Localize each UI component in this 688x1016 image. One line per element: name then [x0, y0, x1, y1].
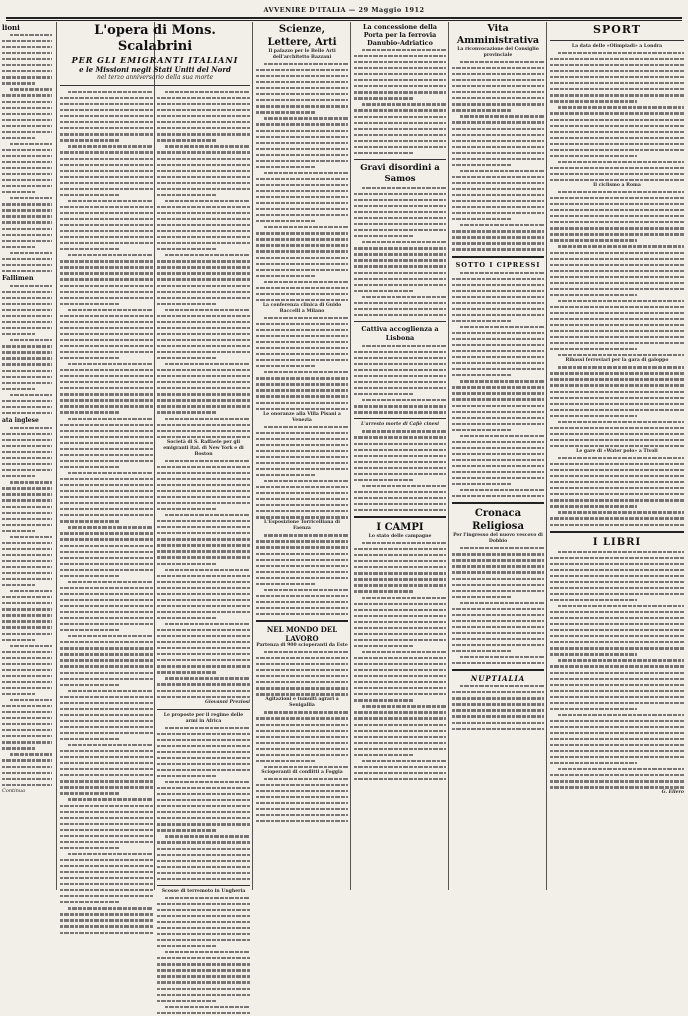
col4-text-b: [354, 185, 446, 318]
text-line: [452, 493, 544, 499]
col4-heading-arrest: L'arresto morte di Cafiè cinesi: [361, 422, 439, 428]
col3-heading-foggia: Scioperanti di conflitti a Foggia: [261, 769, 343, 775]
text-line: [2, 410, 52, 416]
col3-heading-work: NEL MONDO DEL LAVORO: [266, 625, 338, 644]
column-separator: [448, 22, 449, 890]
col3-heading-strike: Partenza di 900 scioperanti da Este: [256, 643, 348, 649]
column-4: [354, 23, 446, 890]
text-line: [354, 150, 446, 156]
article-subtitle-3: nel terzo anniversario della sua morte: [96, 74, 214, 81]
column-1: [60, 23, 250, 894]
col4-heading-cattiva: Cattiva accoglienza a Lisbona: [361, 324, 439, 342]
header-rule-thin: [6, 20, 682, 21]
column-3: [256, 23, 348, 890]
text-line: [256, 691, 348, 697]
col3-heading-conference: La conferenza clinica di Guido Baccelli a Milano: [262, 302, 342, 314]
col6-heading-water: Le gare di «Water polo» a Tivoli: [576, 449, 658, 454]
col5-text-a: [452, 59, 544, 253]
col4-text-a: [354, 47, 446, 156]
col5-text-b: [452, 270, 544, 500]
text-line: [157, 1010, 250, 1016]
col4-text-c: [354, 343, 446, 416]
text-line: [452, 246, 544, 252]
col0-text-b: [2, 283, 52, 416]
article-subtitle-1: PER GLI EMIGRANTI ITALIANI: [71, 55, 239, 65]
col0-heading-c: ata inglese: [2, 416, 39, 424]
col6-text-e: [550, 549, 684, 791]
col3-subtitle: Il palazzo per le Belle Arti dell'architetto Bazzani: [268, 49, 336, 60]
text-line: [550, 522, 684, 528]
article-title-porta: La concessione della Porta per la ferrovia Danubio-Adriatico: [363, 23, 437, 47]
col5-subtitle: La riconvocazione del Consiglio provinciale: [457, 47, 539, 58]
col5-subtitle-cronaca: Per l'ingresso del nuovo vescovo di Dobbio: [453, 533, 543, 545]
col1-text-right: [157, 89, 250, 440]
col3-text-a: [256, 61, 348, 303]
text-line: [452, 660, 544, 666]
running-header: [6, 4, 682, 16]
text-line: [550, 443, 684, 449]
text-line: [452, 726, 544, 732]
col3-text-c: [256, 424, 348, 521]
text-line: [550, 784, 684, 790]
col6-heading-olimpiadi: La data delle «Olimpiadi» a Londra: [571, 44, 663, 49]
column-separator: [546, 22, 547, 890]
col0-text-a: [2, 32, 52, 274]
text-line: [354, 507, 446, 513]
text-line: [2, 782, 52, 788]
column-separator: [350, 22, 351, 890]
text-line: [256, 764, 348, 770]
article-title-scalabrini: L'opera di Mons. Scalabrini: [94, 23, 216, 54]
text-line: [550, 177, 684, 183]
col1-text-left: [60, 89, 153, 1016]
article-title-vita: Vita Amministrativa: [456, 23, 540, 46]
column-separator: [56, 22, 57, 890]
col5-heading-cronaca: Cronaca Religiosa: [472, 508, 524, 533]
column-6: [550, 23, 684, 890]
header-center: AVVENIRE D'ITALIA — 29 Maggio 1912: [263, 6, 425, 14]
col2-heading-quake: Scosse di terremoto in Ungheria: [161, 888, 246, 894]
text-line: [256, 297, 348, 303]
col6-heading-libri: I LIBRI: [592, 536, 642, 548]
col0-footer: Continua: [2, 787, 26, 794]
text-line: [157, 434, 250, 440]
col6-signature: G. Ellero: [661, 790, 684, 796]
col3-text-g: [256, 776, 348, 824]
col6-heading-ferrovia: Ribassi ferroviari per la gara di galoppo: [565, 358, 669, 364]
col6-heading-ciclismo: Il ciclismo a Roma: [593, 183, 641, 189]
article-title-scienze: Scienze, Lettere, Arti: [267, 24, 337, 48]
text-line: [2, 268, 52, 274]
col0-heading-b: Fallimen: [2, 273, 34, 282]
text-line: [256, 514, 348, 520]
col5-text-c: [452, 545, 544, 666]
col3-heading-venice: Le onoranze alla Villa Pisani a Venezia: [263, 411, 341, 423]
text-line: [354, 776, 446, 782]
col3-text-b: [256, 315, 348, 412]
col4-text-d: [354, 428, 446, 513]
text-line: [256, 611, 348, 617]
col3-heading-agrari: Agitazioni e tumulti agrari a Senigallia: [265, 697, 339, 709]
col4-heading-samos: Gravi disordini a Samos: [360, 162, 440, 184]
col5-heading-cipressi: SOTTO I CIPRESSI: [455, 260, 541, 269]
col2-text-africa: [157, 725, 250, 882]
col0-heading-a: lioni: [2, 23, 20, 32]
text-line: [550, 352, 684, 358]
col2-heading-society: Società di S. Raffaele per gli emigranti ital. di New York e di Boston: [163, 439, 244, 457]
col4-text-e: [354, 540, 446, 782]
col6-text-a: [550, 50, 684, 183]
col6-text-c: [550, 364, 684, 449]
col6-text-b: [550, 189, 684, 358]
col4-heading-campi: I CAMPI: [376, 522, 424, 534]
column-separator: [252, 22, 253, 890]
col2-heading-africa: Le proposte per il regime delle armi in Africa: [163, 712, 244, 724]
col2-signature: Giovanni Preziosi: [205, 699, 250, 705]
header-rule-thick: [6, 17, 682, 19]
column-0: [2, 23, 52, 890]
col3-text-f: [256, 709, 348, 769]
col3-text-d: [256, 532, 348, 617]
text-line: [354, 409, 446, 415]
col3-heading-faenza: L'Esposizione Torricelliana di Faenza: [264, 520, 340, 532]
col6-text-d: [550, 455, 684, 528]
text-line: [256, 406, 348, 412]
text-line: [60, 930, 153, 936]
text-line: [354, 312, 446, 318]
col0-text-c: [2, 425, 52, 788]
col5-text-d: [452, 683, 544, 731]
article-title-sport: SPORT: [593, 23, 641, 36]
column-5: [452, 23, 544, 890]
col4-heading-campi-sub: Lo stato delle campagne: [368, 534, 432, 540]
col2-text-society: [157, 458, 250, 700]
col5-heading-nuptialia: NUPTIALIA: [470, 674, 526, 684]
col3-text-e: [256, 649, 348, 697]
text-line: [157, 876, 250, 882]
col2-text-quake: [157, 895, 250, 1016]
article-subtitle-2: e le Missioni negli Stati Uniti del Nord: [79, 65, 231, 74]
text-line: [157, 694, 250, 700]
text-line: [256, 818, 348, 824]
